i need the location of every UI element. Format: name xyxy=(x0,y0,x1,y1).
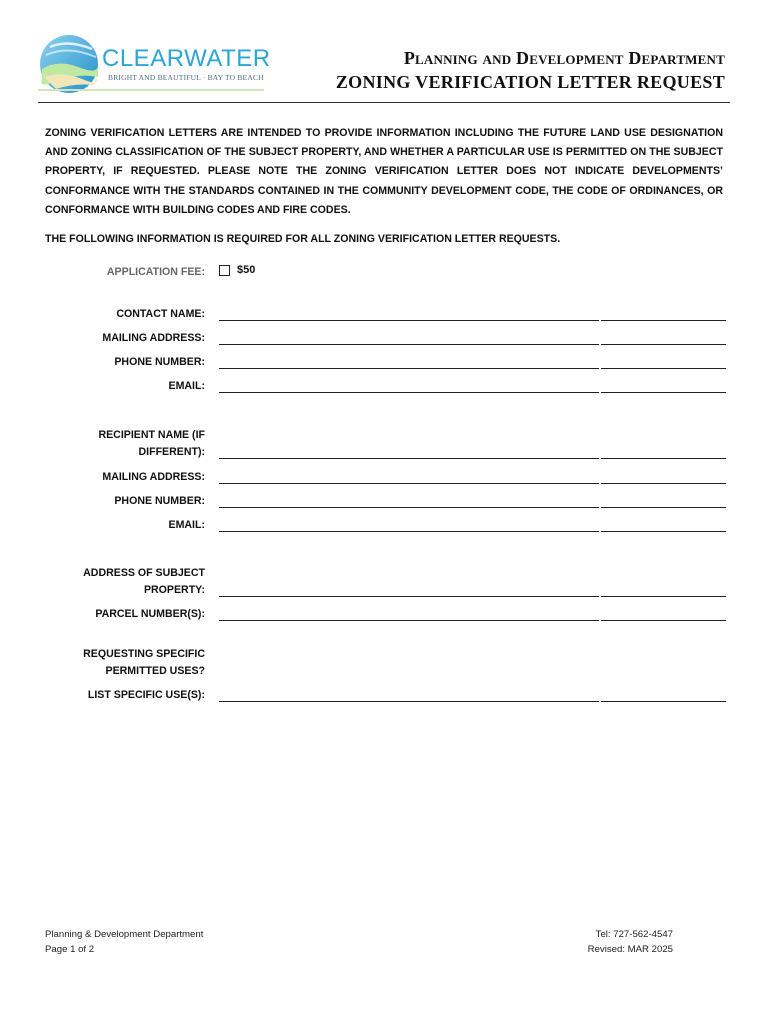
contact-email-field[interactable] xyxy=(219,392,726,393)
logo-tagline: BRIGHT AND BEAUTIFUL · BAY TO BEACH xyxy=(108,73,264,82)
footer-revised-date: Revised: MAR 2025 xyxy=(587,944,673,955)
application-fee-checkbox[interactable] xyxy=(219,265,230,276)
parcel-number-label: PARCEL NUMBER(S): xyxy=(95,608,205,620)
property-address-label-line2: PROPERTY: xyxy=(143,584,205,596)
contact-mailing-field[interactable] xyxy=(219,344,726,345)
recipient-phone-label: PHONE NUMBER: xyxy=(114,495,205,507)
property-address-label-line1: ADDRESS OF SUBJECT xyxy=(83,567,205,579)
form-title: ZONING VERIFICATION LETTER REQUEST xyxy=(335,72,725,92)
recipient-mailing-field[interactable] xyxy=(219,483,726,484)
contact-name-label: CONTACT NAME: xyxy=(116,308,205,320)
contact-phone-field[interactable] xyxy=(219,368,726,369)
recipient-email-label: EMAIL: xyxy=(168,519,205,531)
logo-underline xyxy=(38,89,264,91)
department-title: Planning and Development Department xyxy=(403,48,725,68)
logo-wordmark: CLEARWATER xyxy=(102,45,271,72)
footer-telephone: Tel: 727-562-4547 xyxy=(595,929,673,940)
contact-email-label: EMAIL: xyxy=(168,380,205,392)
recipient-name-label-line1: RECIPIENT NAME (IF xyxy=(98,429,205,441)
footer-department: Planning & Development Department xyxy=(45,929,204,940)
recipient-mailing-label: MAILING ADDRESS: xyxy=(102,471,205,483)
recipient-name-label-line2: DIFFERENT): xyxy=(138,446,205,458)
contact-mailing-label: MAILING ADDRESS: xyxy=(102,332,205,344)
list-uses-field[interactable] xyxy=(219,701,726,702)
recipient-email-field[interactable] xyxy=(219,531,726,532)
required-note: THE FOLLOWING INFORMATION IS REQUIRED FOR ALL ZONING VERIFICATION LETTER REQUESTS. xyxy=(45,233,561,245)
clearwater-logo xyxy=(38,33,270,95)
requesting-uses-label-line2: PERMITTED USES? xyxy=(105,665,205,677)
footer-page-number: Page 1 of 2 xyxy=(45,944,95,955)
requesting-uses-label-line1: REQUESTING SPECIFIC xyxy=(83,648,205,660)
logo-emblem-icon xyxy=(38,33,100,95)
application-fee-label: APPLICATION FEE: xyxy=(106,266,205,278)
contact-name-field[interactable] xyxy=(219,320,726,321)
recipient-name-field[interactable] xyxy=(219,458,726,459)
recipient-phone-field[interactable] xyxy=(219,507,726,508)
intro-paragraph: ZONING VERIFICATION LETTERS ARE INTENDED TO PROVIDE INFORMATION INCLUDING THE FUTURE LAND USE DESIGNATION AND ZONING CLASSIFICATION OF THE SUBJECT PROPERTY, AND WHETHER A PARTICULAR USE IS PERMITTED ON THE SUBJECT PROPERTY, IF REQUESTED. PLEASE NOTE THE ZONING VERIFICATION LETTER DOES NOT INDICATE DEVELOPMENTS’ CONFORMANCE WITH THE STANDARDS CONTAINED IN THE COMMUNITY DEVELOPMENT CODE, THE CODE OF ORDINANCES, OR CONFORMANCE WITH BUILDING CODES AND FIRE CODES. xyxy=(45,127,723,216)
header-title xyxy=(336,46,725,94)
application-fee-amount: $50 xyxy=(237,264,256,276)
contact-phone-label: PHONE NUMBER: xyxy=(114,356,205,368)
footer-left xyxy=(45,927,203,957)
list-uses-label: LIST SPECIFIC USE(S): xyxy=(87,689,205,701)
property-address-field[interactable] xyxy=(219,596,726,597)
parcel-number-field[interactable] xyxy=(219,620,726,621)
header-divider xyxy=(38,102,730,103)
footer-right xyxy=(560,927,673,957)
